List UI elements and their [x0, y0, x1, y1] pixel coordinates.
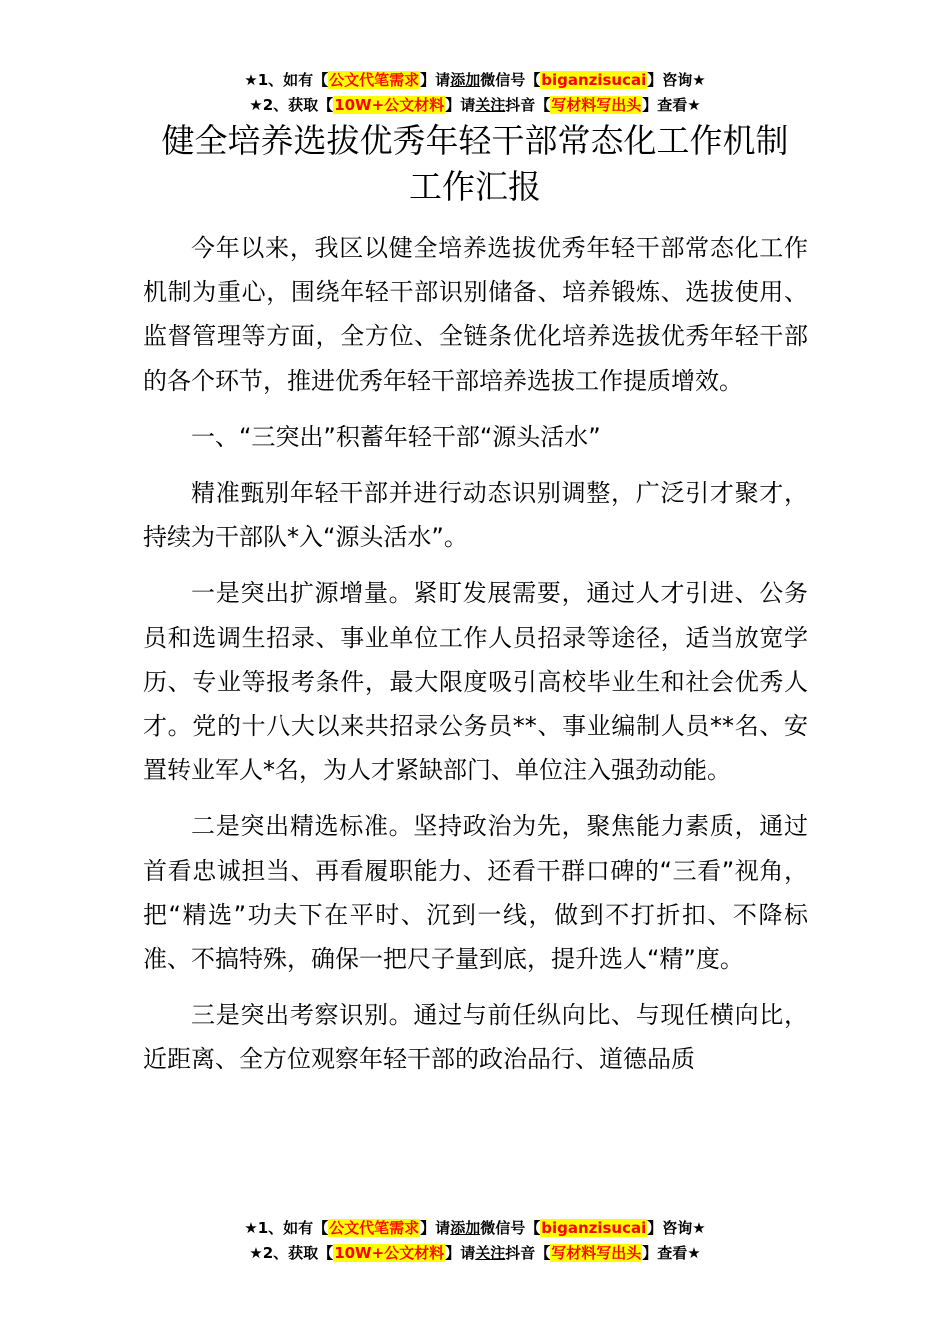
promo-highlight: 写材料写出头: [551, 96, 642, 114]
promo-text: 】查看★: [642, 1244, 701, 1262]
promo-underline: 关注: [475, 96, 506, 114]
title-line-1: 健全培养选拔优秀年轻干部常态化工作机制: [161, 121, 789, 160]
document-body: [143, 226, 808, 1094]
promo-text: 】咨询★: [647, 1219, 706, 1237]
promo-text: 】请: [445, 1244, 476, 1262]
promo-highlight: biganzisucai: [541, 1219, 647, 1237]
promo-text: 】请: [420, 71, 451, 89]
promo-text: 微信号【: [480, 71, 541, 89]
promo-text: ★2、获取【: [249, 96, 334, 114]
promo-highlight: biganzisucai: [541, 71, 647, 89]
promo-text: 微信号【: [480, 1219, 541, 1237]
title-line-2: 工作汇报: [409, 167, 541, 206]
promo-line-2: [0, 1241, 950, 1266]
promo-banner-top: [0, 68, 950, 118]
promo-highlight: 10W+公文材料: [334, 96, 445, 114]
promo-text: 】查看★: [642, 96, 701, 114]
section-heading: 一、“三突出”积蓄年轻干部“源头活水”: [191, 422, 601, 451]
body-paragraph: 三是突出考察识别。通过与前任纵向比、与现任横向比，近距离、全方位观察年轻干部的政治品行、道德品质: [143, 1001, 808, 1074]
document-title: [130, 118, 820, 210]
promo-text: ★1、如有【: [244, 71, 329, 89]
promo-highlight: 公文代笔需求: [329, 71, 420, 89]
promo-text: 】请: [445, 96, 476, 114]
promo-text: ★2、获取【: [249, 1244, 334, 1262]
promo-text: 抖音【: [505, 96, 551, 114]
promo-text: 抖音【: [505, 1244, 551, 1262]
body-paragraph: 一是突出扩源增量。紧盯发展需要，通过人才引进、公务员和选调生招录、事业单位工作人员招录等途径，适当放宽学历、专业等报考条件，最大限度吸引高校毕业生和社会优秀人才。党的十八大以来共招录公务员**、事业编制人员**名、安置转业军人*名，为人才紧缺部门、单位注入强劲动能。: [143, 579, 808, 785]
promo-line-1: [0, 1216, 950, 1241]
body-paragraph: 二是突出精选标准。坚持政治为先，聚焦能力素质，通过首看忠诚担当、再看履职能力、还看干群口碑的“三看”视角，把“精选”功夫下在平时、沉到一线，做到不打折扣、不降标准、不搞特殊，确保一把尺子量到底，提升选人“精”度。: [143, 812, 808, 974]
promo-underline: 添加: [450, 71, 481, 89]
promo-underline: 添加: [450, 1219, 481, 1237]
promo-text: 】请: [420, 1219, 451, 1237]
promo-text: 】咨询★: [647, 71, 706, 89]
promo-banner-bottom: [0, 1216, 950, 1266]
intro-paragraph: 今年以来，我区以健全培养选拔优秀年轻干部常态化工作机制为重心，围绕年轻干部识别储备、培养锻炼、选拔使用、监督管理等方面，全方位、全链条优化培养选拔优秀年轻干部的各个环节，推进优秀年轻干部培养选拔工作提质增效。: [143, 234, 808, 395]
promo-highlight: 10W+公文材料: [334, 1244, 445, 1262]
promo-highlight: 公文代笔需求: [329, 1219, 420, 1237]
promo-line-1: [0, 68, 950, 93]
promo-line-2: [0, 93, 950, 118]
promo-highlight: 写材料写出头: [551, 1244, 642, 1262]
promo-underline: 关注: [475, 1244, 506, 1262]
promo-text: ★1、如有【: [244, 1219, 329, 1237]
body-paragraph: 精准甄别年轻干部并进行动态识别调整，广泛引才聚才，持续为干部队*入“源头活水”。: [143, 479, 808, 552]
